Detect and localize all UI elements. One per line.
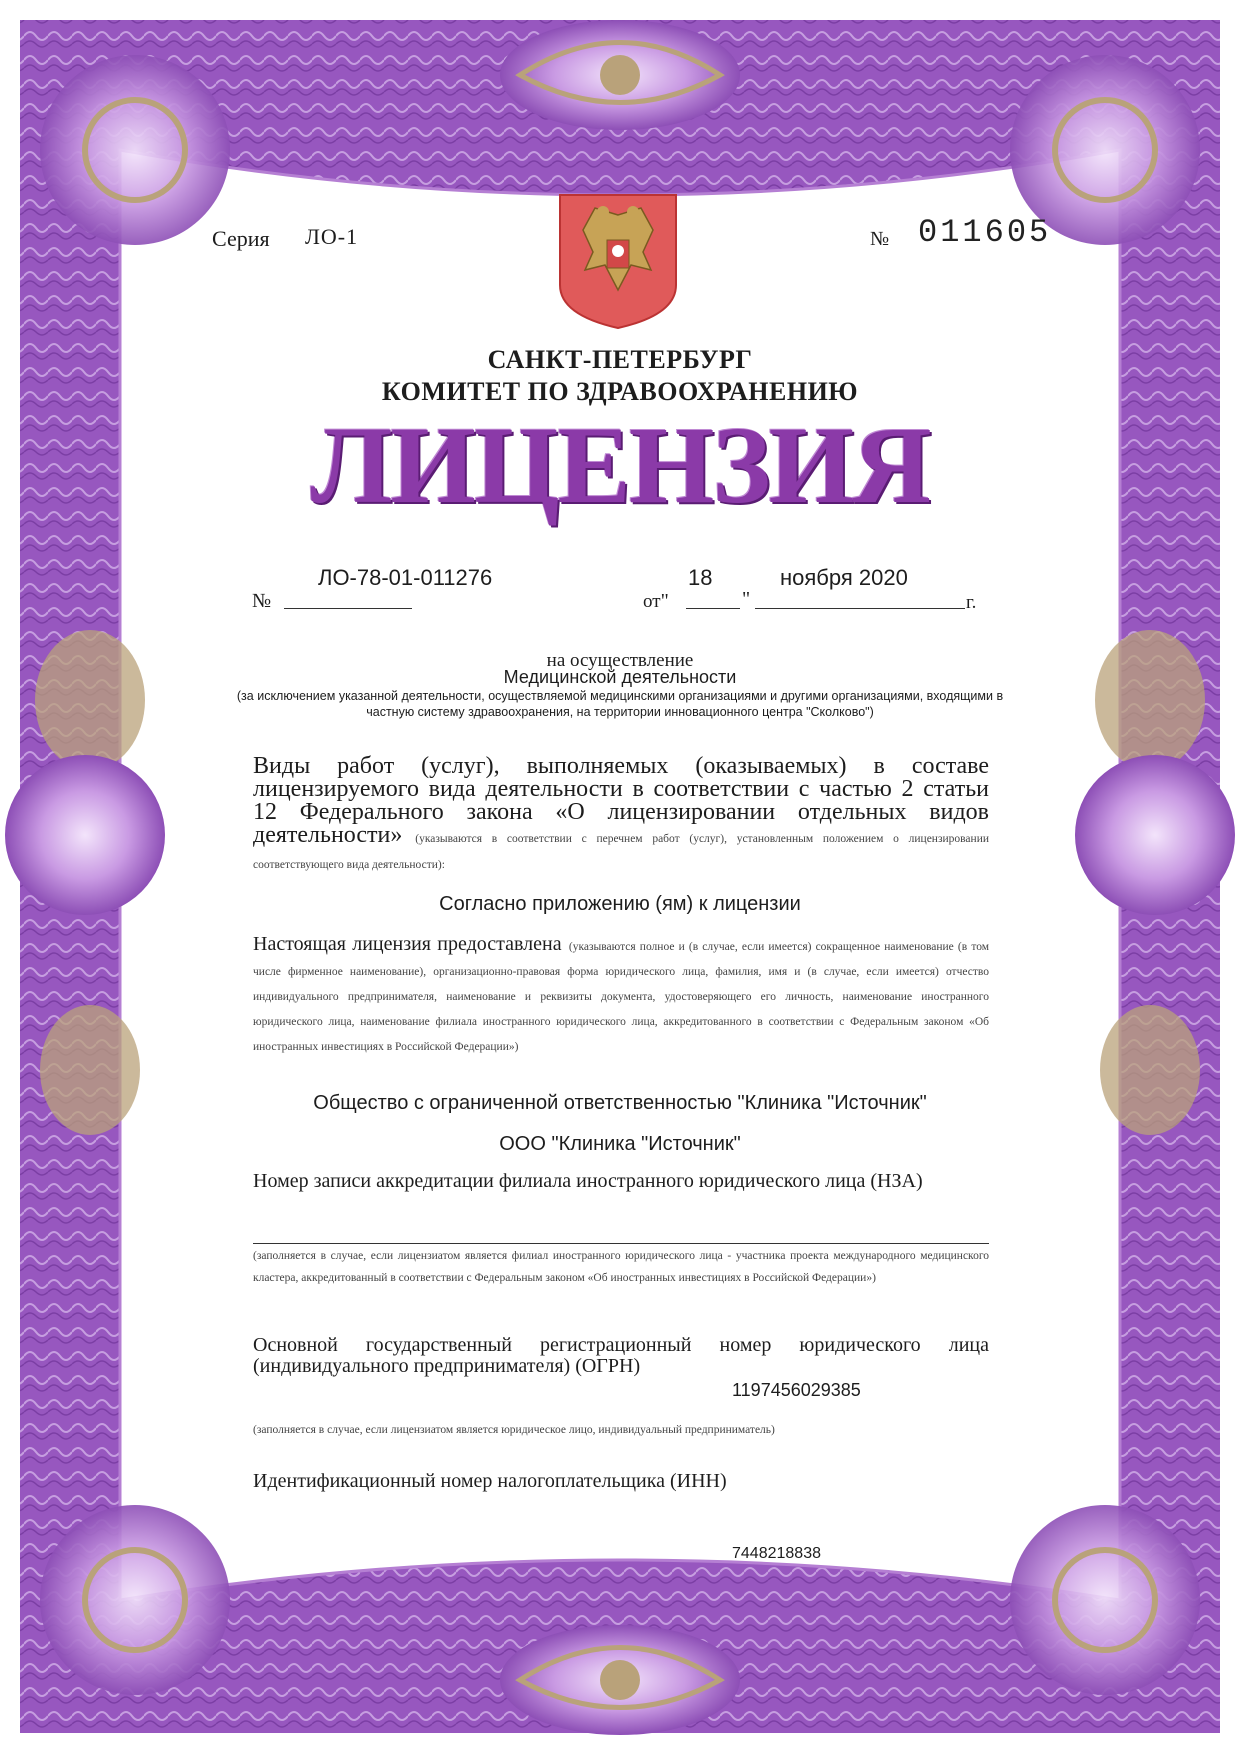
year-suffix: г. (966, 592, 977, 613)
coat-of-arms-emblem (555, 190, 681, 330)
works-value: Согласно приложению (ям) к лицензии (439, 893, 801, 915)
inn-text: Идентификационный номер налогоплательщика (ИНН) (253, 1470, 727, 1492)
blank-number-sign: № (870, 228, 890, 250)
licensee-full-name: Общество с ограниченной ответственностью "Клиника "Источник" (313, 1092, 927, 1114)
licensee-text: Настоящая лицензия предоставлена (253, 933, 562, 955)
nza-note: (заполняется в случае, если лицензиатом является филиал иностранного юридического лица - участника проекта международного медицинского кластера, аккредитованный в соответствии с Федеральным законом «Об иностранных инвестициях в Российской Федерации») (253, 1250, 989, 1284)
works-note: (указываются в соответствии с перечнем работ (услуг), установленным положением о лицензировании соответствующего вида деятельности): (253, 833, 990, 871)
blank-number: 011605 (918, 214, 1052, 251)
ogrn-value: 1197456029385 (732, 1380, 861, 1400)
license-number-underline (284, 608, 412, 609)
licensee-note: (указываются полное и (в случае, если имеется) сокращенное наименование (в том числе фирменное наименование), организационно-правовая форма юридического лица, фамилия, имя и (в случае, если имеется) отчество индивидуального предпринимателя, наименование и реквизиты документа, удостоверяющего его личность, наименование иностранного юридического лица, наименование филиала иностранного юридического лица, аккредитованного в соответствии с Федеральным законом «Об иностранных инвестициях в Российской Федерации») (253, 941, 989, 1053)
nza-underline (253, 1243, 989, 1244)
licensee-short-name: ООО "Клиника "Источник" (499, 1133, 741, 1155)
top-ornament (500, 20, 740, 130)
activity-exclusion: (за исключением указанной деятельности, осуществляемой медицинскими организациями и другими организациями, входящими в частную систему здравоохранения, на территории инновационного центра "Сколково") (236, 689, 1004, 719)
date-from-label: от" (643, 590, 669, 612)
city-name: САНКТ-ПЕТЕРБУРГ (487, 345, 753, 374)
activity-intro: на осуществление (546, 650, 694, 671)
inn-value: 7448218838 (732, 1545, 821, 1562)
licensee-section (253, 933, 989, 1058)
corner-rosette-bottom-right (1010, 1505, 1200, 1695)
date-day-underline (686, 608, 740, 609)
date-month-underline (755, 608, 965, 609)
corner-rosette-top-left (40, 55, 230, 245)
works-section (253, 755, 989, 876)
works-text: Виды работ (услуг), выполняемых (оказываемых) в составе лицензируемого вида деятельности в соответствии с частью 2 статьи 12 Федерального закона «О лицензировании отдельных видов деятельности» (253, 753, 989, 848)
ogrn-note: (заполняется в случае, если лицензиатом является юридическое лицо, индивидуальный предприниматель) (253, 1424, 775, 1436)
series-value: ЛО-1 (305, 224, 359, 249)
ogrn-text: Основной государственный регистрационный номер юридического лица (индивидуального предпринимателя) (ОГРН) (253, 1334, 989, 1377)
license-month-year: ноября 2020 (780, 565, 908, 590)
bottom-ornament (500, 1625, 740, 1735)
corner-rosette-bottom-left (40, 1505, 230, 1695)
nza-text: Номер записи аккредитации филиала иностранного юридического лица (НЗА) (253, 1170, 923, 1192)
license-day: 18 (688, 565, 713, 590)
license-number-sign: № (252, 590, 272, 612)
committee-name: КОМИТЕТ ПО ЗДРАВООХРАНЕНИЮ (381, 377, 859, 406)
series-label: Серия (212, 226, 270, 251)
license-number: ЛО-78-01-011276 (318, 565, 493, 590)
document-title: ЛИЦЕНЗИЯ (310, 404, 930, 526)
activity-name: Медицинской деятельности (503, 667, 737, 687)
date-quote-close: " (742, 588, 751, 610)
